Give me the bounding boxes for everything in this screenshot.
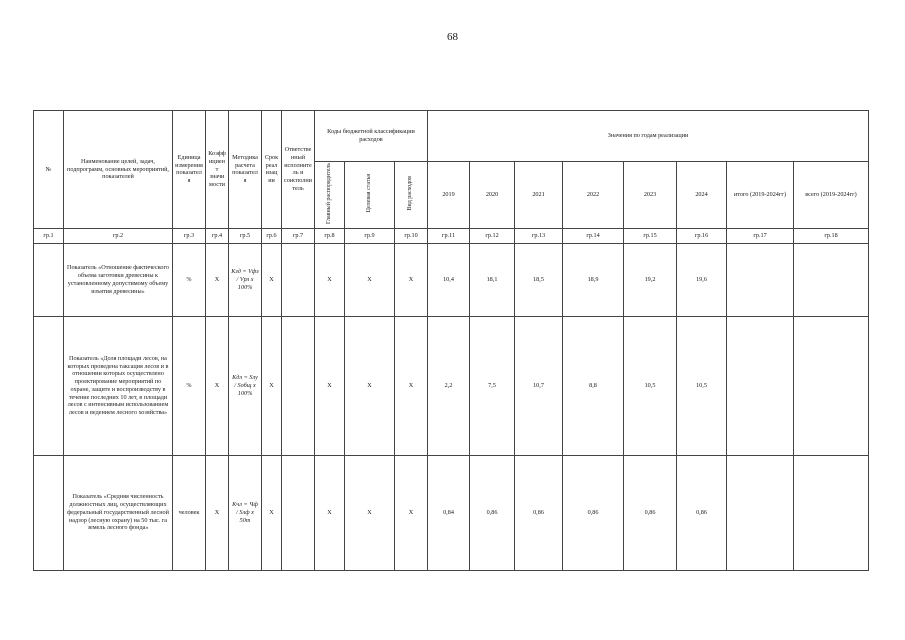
header-executor: Ответственный исполнитель и соисполнитель — [282, 111, 315, 229]
year-value: 7,5 — [470, 316, 515, 455]
group-number: гр.1 — [34, 228, 64, 243]
group-number: гр.8 — [315, 228, 345, 243]
header-year: 2024 — [677, 162, 727, 229]
header-name: Наименование целей, задач, подпрограмм, основных мероприятий, показателей — [64, 111, 173, 229]
total-value — [794, 455, 869, 570]
group-number: гр.3 — [173, 228, 206, 243]
group-number: гр.13 — [515, 228, 563, 243]
table-row — [34, 316, 869, 455]
budget-code: Х — [315, 316, 345, 455]
header-target-article: Целевая статья — [345, 162, 395, 229]
indicator-term: Х — [262, 316, 282, 455]
indicator-name: Показатель «Средняя численность должностных лиц, осуществляющих федеральный государственный лесной надзор (лесную охрану) на 50 тыс. га земель лесного фонда» — [64, 455, 173, 570]
year-value: 0,86 — [563, 455, 624, 570]
table-row — [34, 243, 869, 316]
year-value: 0,86 — [624, 455, 677, 570]
header-main-manager: Главный распорядитель — [315, 162, 345, 229]
header-budget-codes: Коды бюджетной классификации расходов — [315, 111, 428, 162]
header-total: всего (2019-2024гг) — [794, 162, 869, 229]
year-value: 10,5 — [677, 316, 727, 455]
budget-code: Х — [345, 243, 395, 316]
header-year: 2022 — [563, 162, 624, 229]
group-number: гр.6 — [262, 228, 282, 243]
year-value: 10,4 — [428, 243, 470, 316]
year-value: 18,1 — [470, 243, 515, 316]
indicator-formula: Кдл = Sлу / Sобщ х 100% — [229, 316, 262, 455]
indicator-coefficient: Х — [206, 455, 229, 570]
year-value: 8,8 — [563, 316, 624, 455]
indicator-unit: % — [173, 316, 206, 455]
year-value: 0,86 — [515, 455, 563, 570]
year-value: 0,86 — [470, 455, 515, 570]
group-number-row — [34, 228, 869, 243]
table-row — [34, 455, 869, 570]
header-year: 2020 — [470, 162, 515, 229]
total-value — [794, 316, 869, 455]
header-year: 2019 — [428, 162, 470, 229]
year-value: 18,9 — [563, 243, 624, 316]
header-number: № — [34, 111, 64, 229]
header-coefficient: Коэффициент значимости — [206, 111, 229, 229]
indicator-name: Показатель «Доля площади лесов, на которых проведена таксация лесов и в отношении которых осуществлено проектирование мероприятий по охране, защите и воспроизводству в течение последних 10 лет, в площади лесов с интенсивным использованием лесов и ведением лесного хозяйства» — [64, 316, 173, 455]
year-value: 19,6 — [677, 243, 727, 316]
header-term: Срок реализации — [262, 111, 282, 229]
budget-code: Х — [395, 316, 428, 455]
group-number: гр.15 — [624, 228, 677, 243]
subtotal-value — [727, 316, 794, 455]
indicator-formula: Кзд = Vфз / Vрл х 100% — [229, 243, 262, 316]
group-number: гр.18 — [794, 228, 869, 243]
year-value: 0,84 — [428, 455, 470, 570]
indicator-formula: Кчл = Чф / Sлф х 50т — [229, 455, 262, 570]
group-number: гр.14 — [563, 228, 624, 243]
group-number: гр.12 — [470, 228, 515, 243]
budget-code: Х — [395, 455, 428, 570]
year-value: 10,7 — [515, 316, 563, 455]
budget-code: Х — [315, 243, 345, 316]
group-number: гр.5 — [229, 228, 262, 243]
header-subtotal: итого (2019-2024гг) — [727, 162, 794, 229]
budget-code: Х — [395, 243, 428, 316]
budget-code: Х — [345, 316, 395, 455]
group-number: гр.9 — [345, 228, 395, 243]
subtotal-value — [727, 243, 794, 316]
year-value: 0,86 — [677, 455, 727, 570]
group-number: гр.2 — [64, 228, 173, 243]
header-year: 2023 — [624, 162, 677, 229]
header-year: 2021 — [515, 162, 563, 229]
header-values-by-year: Значения по годам реализации — [428, 111, 869, 162]
group-number: гр.16 — [677, 228, 727, 243]
subtotal-value — [727, 455, 794, 570]
year-value: 2,2 — [428, 316, 470, 455]
budget-code: Х — [315, 455, 345, 570]
group-number: гр.10 — [395, 228, 428, 243]
indicator-unit: человек — [173, 455, 206, 570]
indicator-term: Х — [262, 243, 282, 316]
indicator-coefficient: Х — [206, 316, 229, 455]
indicator-name: Показатель «Отношение фактического объема заготовки древесины к установленному допустимому объему изъятия древесины» — [64, 243, 173, 316]
budget-code: Х — [345, 455, 395, 570]
indicator-term: Х — [262, 455, 282, 570]
header-unit: Единица измерения показателя — [173, 111, 206, 229]
indicator-unit: % — [173, 243, 206, 316]
page-number: 68 — [447, 31, 458, 43]
header-expense-type: Вид расходов — [395, 162, 428, 229]
year-value: 19,2 — [624, 243, 677, 316]
year-value: 10,5 — [624, 316, 677, 455]
group-number: гр.11 — [428, 228, 470, 243]
header-method: Методика расчета показателя — [229, 111, 262, 229]
program-indicators-table — [33, 110, 869, 571]
group-number: гр.17 — [727, 228, 794, 243]
indicator-coefficient: Х — [206, 243, 229, 316]
group-number: гр.7 — [282, 228, 315, 243]
total-value — [794, 243, 869, 316]
group-number: гр.4 — [206, 228, 229, 243]
year-value: 18,5 — [515, 243, 563, 316]
